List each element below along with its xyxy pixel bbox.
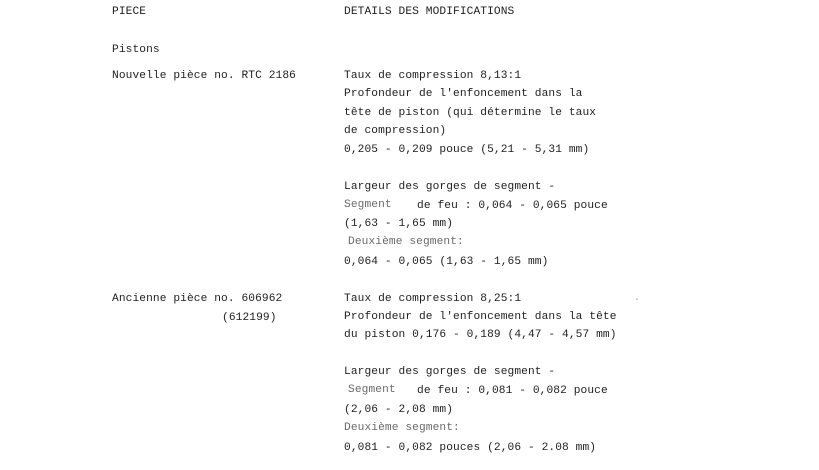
column-header-piece: PIECE bbox=[112, 6, 147, 18]
old-part-segment-label: Segment bbox=[348, 384, 396, 396]
old-part-groove-title: Largeur des gorges de segment - bbox=[344, 366, 556, 378]
new-part-detail-line: de compression) bbox=[344, 125, 447, 137]
old-part-mm-value: (2,06 - 2,08 mm) bbox=[344, 404, 454, 416]
old-part-detail-line: Profondeur de l'enfoncement dans la tête bbox=[344, 311, 617, 323]
old-part-detail-line: Taux de compression 8,25:1 bbox=[344, 293, 522, 305]
new-part-label: Nouvelle pièce no. RTC 2186 bbox=[112, 70, 296, 82]
old-part-feu-value: de feu : 0,081 - 0,082 pouce bbox=[417, 385, 608, 397]
old-part-label: Ancienne pièce no. 606962 bbox=[112, 293, 283, 305]
old-part-detail-line: du piston 0,176 - 0,189 (4,47 - 4,57 mm) bbox=[344, 329, 617, 341]
new-part-mm-value: (1,63 - 1,65 mm) bbox=[344, 218, 454, 230]
new-part-feu-value: de feu : 0,064 - 0,065 pouce bbox=[417, 200, 608, 212]
old-part-second-value: 0,081 - 0,082 pouces (2,06 - 2.08 mm) bbox=[344, 442, 597, 454]
new-part-groove-title: Largeur des gorges de segment - bbox=[344, 181, 556, 193]
old-part-second-label: Deuxième segment: bbox=[344, 422, 460, 434]
new-part-second-value: 0,064 - 0,065 (1,63 - 1,65 mm) bbox=[344, 256, 549, 268]
section-title: Pistons bbox=[112, 44, 160, 56]
new-part-detail-line: Profondeur de l'enfoncement dans la bbox=[344, 88, 583, 100]
new-part-detail-line: 0,205 - 0,209 pouce (5,21 - 5,31 mm) bbox=[344, 144, 590, 156]
new-part-detail-line: tête de piston (qui détermine le taux bbox=[344, 107, 597, 119]
old-part-alt-number: (612199) bbox=[222, 312, 277, 324]
new-part-second-label: Deuxième segment: bbox=[348, 236, 464, 248]
new-part-detail-line: Taux de compression 8,13:1 bbox=[344, 70, 522, 82]
new-part-segment-label: Segment bbox=[344, 199, 392, 211]
scan-speck bbox=[636, 298, 638, 300]
column-header-details: DETAILS DES MODIFICATIONS bbox=[344, 6, 515, 18]
